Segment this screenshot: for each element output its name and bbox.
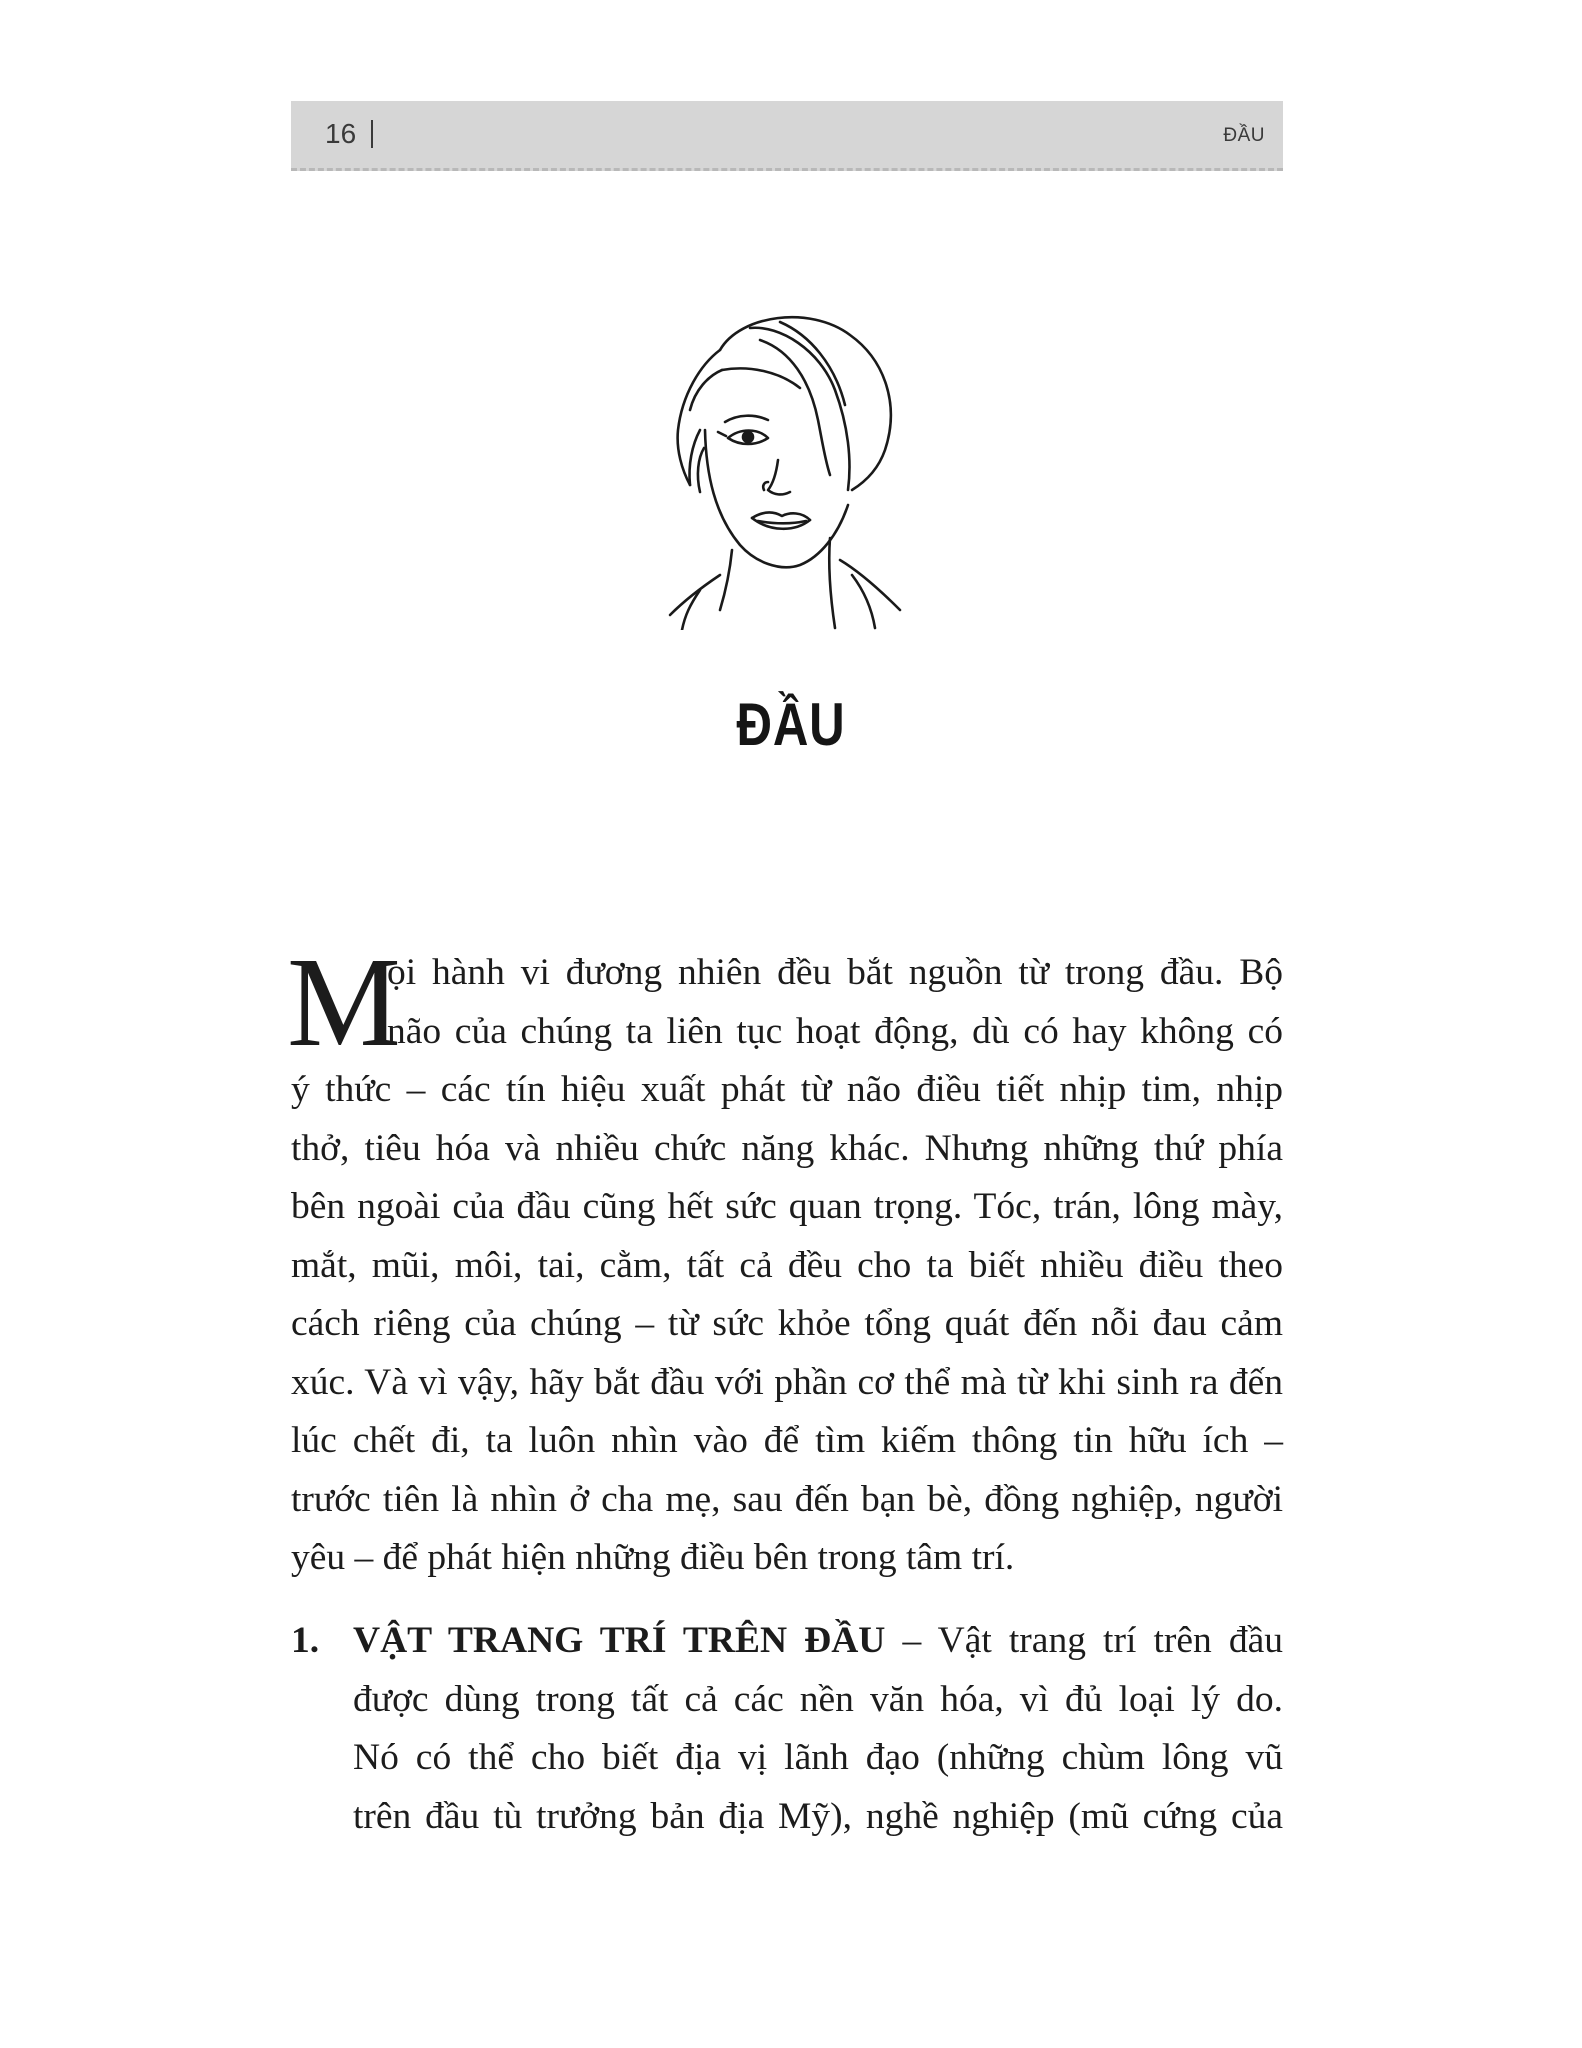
list-item-first-line-rest: – Vật trang trí trên đầu bbox=[885, 1620, 1283, 1661]
paragraph-line: ý thức – các tín hiệu xuất phát từ não điều tiết nhịp tim, nhịp bbox=[291, 1069, 1283, 1110]
drop-cap: M bbox=[287, 931, 401, 1073]
running-head-title: ĐẦU bbox=[1223, 125, 1265, 146]
list-item-line: Nó có thể cho biết địa vị lãnh đạo (những chùm lông vũ bbox=[353, 1737, 1283, 1778]
list-item-line: trên đầu tù trưởng bản địa Mỹ), nghề nghiệp (mũ cứng của bbox=[353, 1795, 1283, 1837]
running-header bbox=[291, 101, 1283, 171]
list-item-number: 1. bbox=[291, 1620, 320, 1661]
numbered-list bbox=[291, 1612, 1283, 1846]
list-item-line: được dùng trong tất cả các nền văn hóa, vì đủ loại lý do. bbox=[353, 1678, 1283, 1720]
paragraph-line: lúc chết đi, ta luôn nhìn vào để tìm kiếm thông tin hữu ích – bbox=[291, 1420, 1283, 1461]
paragraph-line: mắt, mũi, môi, tai, cằm, tất cả đều cho ta biết nhiều điều theo bbox=[291, 1244, 1283, 1286]
page-number: 16 bbox=[325, 118, 357, 149]
chapter-title: ĐẦU bbox=[736, 691, 846, 758]
header-divider bbox=[371, 120, 373, 148]
paragraph-line: ọi hành vi đương nhiên đều bắt nguồn từ trong đầu. Bộ bbox=[387, 952, 1283, 993]
list-item-heading: VẬT TRANG TRÍ TRÊN ĐẦU bbox=[353, 1620, 886, 1661]
list-item bbox=[291, 1612, 1283, 1846]
list-item-first-line bbox=[353, 1612, 1283, 1671]
intro-paragraph bbox=[287, 931, 1283, 1588]
paragraph-line: não của chúng ta liên tục hoạt động, dù có hay không có bbox=[387, 1010, 1283, 1052]
paragraph-line: thở, tiêu hóa và nhiều chức năng khác. Nhưng những thứ phía bbox=[291, 1127, 1283, 1169]
paragraph-line: bên ngoài của đầu cũng hết sức quan trọng. Tóc, trán, lông mày, bbox=[291, 1186, 1283, 1227]
paragraph-line: xúc. Và vì vậy, hãy bắt đầu với phần cơ thể mà từ khi sinh ra đến bbox=[291, 1361, 1283, 1403]
paragraph-line: yêu – để phát hiện những điều bên trong tâm trí. bbox=[291, 1537, 1015, 1578]
paragraph-line: cách riêng của chúng – từ sức khỏe tổng quát đến nỗi đau cảm bbox=[291, 1303, 1283, 1344]
paragraph-line: trước tiên là nhìn ở cha mẹ, sau đến bạn bè, đồng nghiệp, người bbox=[291, 1478, 1283, 1520]
woman-face-sketch-icon bbox=[660, 310, 910, 630]
